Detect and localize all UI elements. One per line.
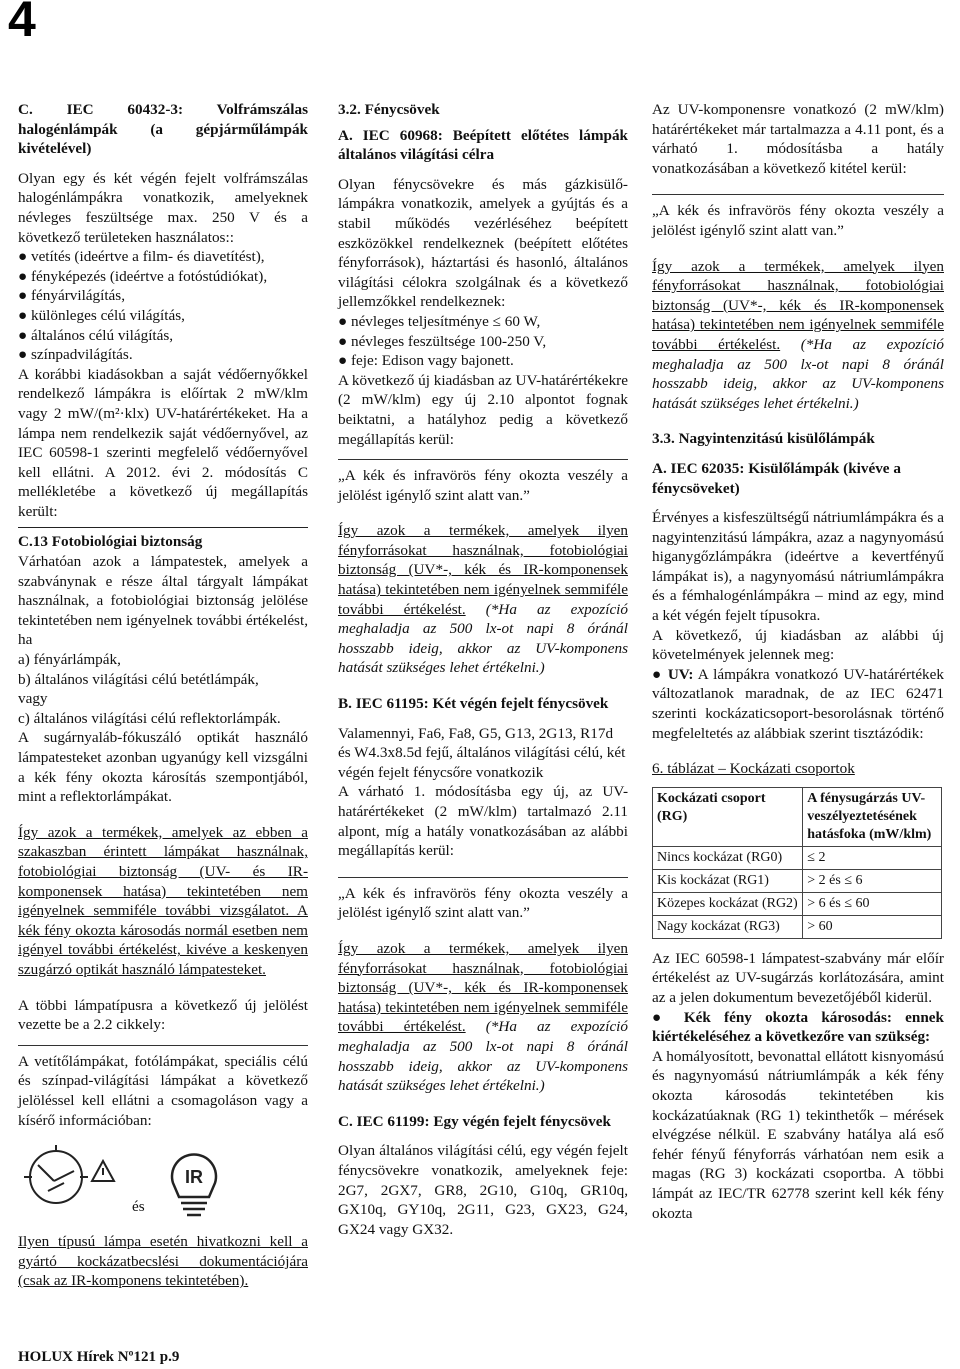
paragraph: A sugárnyaláb-fókuszáló optikát használó lámpatesteket azonban ugyanúgy kell vizsgálni a kék fény okozta károsítás szempontjából, mint a reflektorlámpákat. [18,729,308,806]
paragraph: Olyan egy és két végén fejelt volfrámszálas halogénlámpákra vonatkozik, amelyeknek névleges feszültsége max. 250 V és a következő területeken használatos:: [18,169,308,246]
underlined-note: Így azok a termékek, amelyek ilyen fényforrásokat használnak, fotobiológiai biztonság (UV*-, kék és IR-komponensek hatása) tekintetében nem igényelnek semmiféle további értékelést. [338,522,628,618]
bullet-item: ● általános célú világítás, [18,326,174,344]
bullet-item: ● fényképezés (ideértve a fotóstúdiókat), [18,267,268,285]
svg-text:IR: IR [184,1167,203,1188]
table-header-row [653,787,942,846]
subsection-heading: A. IEC 60968: Beépített előtétes lámpák általános világítási célra [338,126,628,164]
underlined-note: Ilyen típusú lámpa esetén hivatkozni kell a gyártó kockázatbecslési dokumentációjára (csak az IR-komponens tekintetében). [18,1233,308,1290]
uv-bullet-label: ● UV: [652,665,694,683]
footer: HOLUX Hírek Nº121 p.9 [18,1349,180,1365]
section-heading: C. IEC 60432-3: Volfrámszálas halogénlámpák (a gépjárműlámpák kivételével) [18,101,308,158]
table-cell: Közepes kockázat (RG2) [653,892,803,915]
marking-box [18,1045,308,1222]
table-cell: Kis kockázat (RG1) [653,869,803,892]
table-header-cell: Kockázati csoport (RG) [653,787,803,846]
italic-note: (*Ha az expozíció meghaladja az 500 lx-ot napi 8 óránál hosszabb ideig, akkor az UV-komponens hatását szükséges lehet értékelni.) [338,600,628,677]
risk-group-table [652,787,942,939]
subsection-heading: ● Kék fény okozta károsodás: ennek kiértékeléséhez a következőre van szükség: [652,1008,944,1046]
svg-text:4: 4 [8,0,36,44]
uv-bullet [652,665,944,743]
paragraph: Olyan általános világítási célú, egy végén fejelt fénycsövekre vonatkozik, amelyeknek feje: 2G7, 2GX7, GR8, 2G10, G10q, GR10q, GX10q, GY10q, 2G11, G23, GX23, G24, GX24 vagy GX32. [338,1142,628,1238]
paragraph: Olyan fénycsövekre és más gázkisülő-lámpákra vonatkozik, amelyek a gyújtás és a stabil működés vezérléséhez beépített eszközökkel rendelkeznek (beépített előtétes fényforrások), háztartási és hasonló, általános világítási célokra szolgálnak és a következő jellemzőkkel rendelkeznek: [338,175,628,311]
subsection-heading: A. IEC 62035: Kisülőlámpák (kivéve a fénycsöveket) [652,459,901,497]
italic-note: (*Ha az expozíció meghaladja az 500 lx-ot napi 8 óránál hosszabb ideig, akkor az UV-komponens hatását szükséges lehet értékelni.) [338,1018,628,1095]
paragraph: Érvényes a kisfeszültségű nátriumlámpákra és a nagyintenzitású lámpákra, azaz a nagynyomású higanygőzlámpákra (ideértve a kevertfényű lámpákat is), a nagynyomású nátriumlámpákra és a fémhalogénlámpákra – mind az egy, mind a két végén fejelt típusokra. [652,509,944,625]
table-row [653,846,942,869]
paragraph: Az UV-komponensre vonatkozó (2 mW/klm) határértékeket már tartalmazza a 4.11 pont, és a várható 1. módosításba a hatály vonatkozásában a következő kitétel kerül: [652,101,944,177]
bullet-item: ● különleges célú világítás, [18,306,185,324]
list-item: vagy [18,690,48,708]
paragraph: A következő, új kiadásban az alábbi új követelmények jelennek meg: [652,626,944,664]
table-cell: > 60 [803,915,942,938]
bullet-item: ● feje: Edison vagy bajonett. [338,352,514,370]
table-row [653,892,942,915]
quote-box: „A kék és infravörös fény okozta veszély a jelölést igénylő szint alatt van.” [652,194,944,240]
section-heading: 3.2. Fénycsövek [338,101,440,118]
paragraph: A következő új kiadásban az UV-határértékekre (2 mW/klm) egy új 2.10 alpontot fognak beiktatni, a hatályhoz pedig a következő megállapítás kerül: [338,371,628,448]
paragraph: A korábbi kiadásokban a saját védőernyőkkel rendelkező lámpákra is előírtak 2 mW/klm vagy 2 mW/(m²·klx) UV-határértékeket. Ha a lámpa nem rendelkezik saját védőernyővel, az IEC 60598-1 szerinti megfelelő védőernyővel kell ellátni. A 2012. évi 2. módosítás C mellékletébe a következő új megállapítás került: [18,365,308,520]
italic-note: (*Ha az expozíció meghaladja az 500 lx-ot napi 8 óránál hosszabb ideig, akkor az UV-komponens hatását szükséges lehet értékelni.) [652,335,944,412]
divider [18,527,308,528]
bullet-item: ● színpadvilágítás. [18,346,133,364]
subsection-heading: B. IEC 61195: Két végén fejelt fénycsövek [338,695,609,713]
table-cell: Nincs kockázat (RG0) [653,846,803,869]
uv-bullet-text: A lámpákra vonatkozó UV-határértékek változatlanok maradnak, de az IEC 62471 szerinti kockázaticsoport-besorolásnak történő megfeleltetés az alábbiak szerint tisztázódik: [652,665,944,742]
table-caption: 6. táblázat – Kockázati csoportok [652,760,855,778]
table-header-cell: A fénysugárzás UV-veszélyeztetésének hatásfoka (mW/klm) [803,787,942,846]
paragraph: Valamennyi, Fa6, Fa8, G5, G13, 2G13, R17d és W4.3x8.5d fejű, általános világítási célú, két végén fejelt fénycsőre vonatkozik [338,724,626,781]
table-row [653,869,942,892]
column-2 [338,100,628,1239]
section-heading: 3.3. Nagyintenzitású kisülőlámpák [652,430,875,448]
lamp-warning-icon [18,1141,118,1217]
bullet-item: ● névleges teljesítménye ≤ 60 W, [338,312,541,330]
column-3 [652,100,944,1223]
subsection-heading: C. IEC 61199: Egy végén fejelt fénycsövek [338,1112,611,1130]
table-cell: > 6 és ≤ 60 [803,892,942,915]
paragraph: Az IEC 60598-1 lámpatest-szabvány már előír értékelést az UV-sugárzás korlátozására, amint az a jelen dokumentum bevezetőjéből kiderül. [652,949,944,1006]
ir-lamp-icon [159,1141,229,1217]
table-row [653,915,942,938]
list-item: c) általános világítási célú reflektorlámpák. [18,709,281,727]
note [338,939,628,1096]
and-label: és [132,1197,145,1215]
list-item: a) fényárlámpák, [18,651,121,669]
paragraph: A várható 1. módosításba egy új, az UV-határértékeket (2 mW/klm) tartalmazó 2.11 alpont, míg a hatály vonatkozásában az alábbi megállapítás kerül: [338,783,628,860]
underlined-note: Így azok a termékek, amelyek ilyen fényforrásokat használnak, fotobiológiai biztonság (UV*-, kék és IR-komponensek hatása) tekintetében nem igényelnek semmiféle további értékelést. [338,939,628,1036]
paragraph: A vetítőlámpákat, fotólámpákat, speciális célú és színpad-világítási lámpákat a következő jelöléssel kell ellátni a csomagoláson vagy a kísérő információban: [18,1052,308,1129]
page-number [8,0,48,44]
note [338,521,628,678]
quote-box: „A kék és infravörös fény okozta veszély a jelölést igénylő szint alatt van.” [338,877,628,923]
underlined-note: Így azok a termékek, amelyek ilyen fényforrásokat használnak, fotobiológiai biztonság (UV*-, kék és IR-komponensek hatása) tekintetében nem igényelnek semmiféle további értékelést. [652,257,944,353]
table-cell: Nagy kockázat (RG3) [653,915,803,938]
paragraph: A homályosított, bevonattal ellátott kisnyomású és nagynyomású nátriumlámpák a kék fény okozta károsodás tekintetében kis kockázatúaknak (RG 1) tekinthetők – mérések elvégzése nélkül. E szabvány hatálya alá eső fehér fényű fényforrás várhatóan nem esik a magas (RG 3) kockázati csoportba. A többi lámpát az IEC/TR 62778 szerint kell kék fény okozta [652,1047,944,1222]
quote-box: „A kék és infravörös fény okozta veszély a jelölést igénylő szint alatt van.” [338,459,628,505]
paragraph: A többi lámpatípusra a következő új jelölést vezette be a 2.2 cikkely: [18,996,308,1034]
bullet-item: ● névleges feszültsége 100-250 V, [338,332,547,350]
subsection-heading: C.13 Fotobiológiai biztonság [18,533,203,551]
marking-icons [18,1136,308,1222]
table-cell: ≤ 2 [803,846,942,869]
column-1 [18,100,308,1291]
note [652,257,944,414]
bullet-item: ● fényárvilágítás, [18,287,126,305]
underlined-note: Így azok a termékek, amelyek az ebben a szakaszban érintett lámpákat használnak, fotobiológiai biztonság (UV- és IR-komponensek hatása) tekintetében nem igényelnek semmiféle további vizsgálatot. A kék fény okozta károsodás normál esetben nem igényel további értékelést, kivéve a keskenyen szugárzó optikát használó lámpatesteket. [18,823,308,978]
bullet-item: ● vetítés (ideértve a film- és diavetítést), [18,248,265,266]
paragraph: Várhatóan azok a lámpatestek, amelyek a szabványnak e része által tárgyalt lámpákat használnak, a fotobiológiai biztonság jelölése tekintetében nem igényelnek további értékelést, ha [18,553,308,649]
list-item: b) általános világítási célú betétlámpák, [18,670,259,688]
table-cell: > 2 és ≤ 6 [803,869,942,892]
